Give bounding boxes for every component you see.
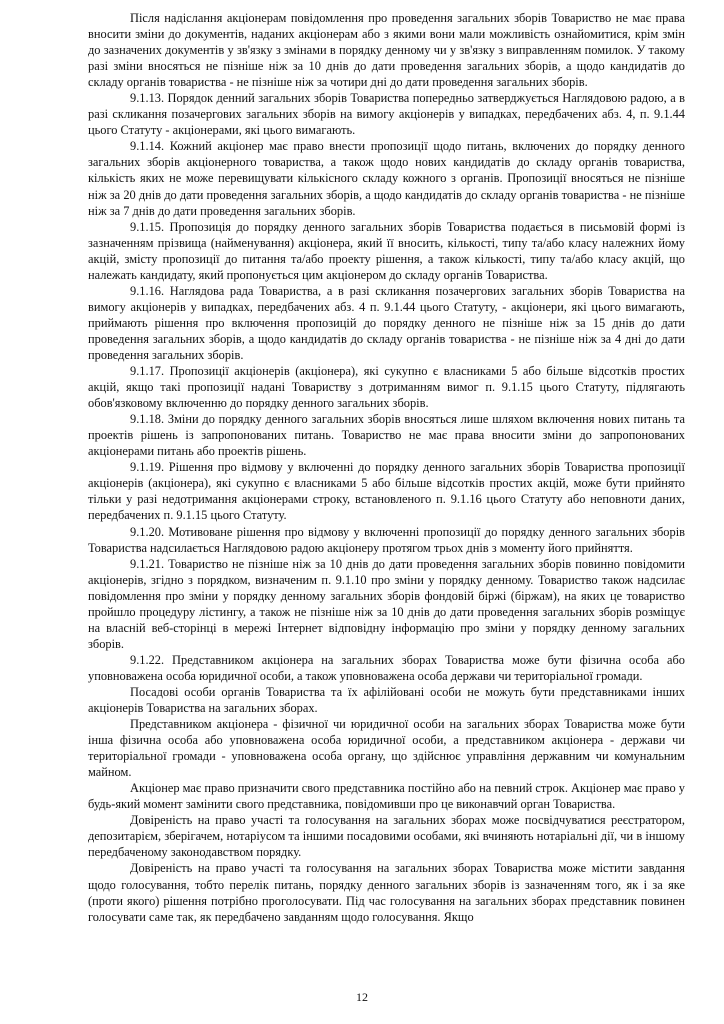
paragraph-voting-instructions: Довіреність на право участі та голосування на загальних зборах Товариства може містити завдання щодо голосування, тобто перелік питань, порядку денного загальних зборів із зазначенням того, як і за яке (проти якого) рішення потрібно проголосувати. Під час голосування на загальних зборах представник повинен голосувати саме так, як передбачено завданням щодо голосування. Якщо bbox=[88, 861, 685, 924]
page-number: 12 bbox=[356, 990, 368, 1004]
paragraph-9-1-17: 9.1.17. Пропозиції акціонерів (акціонера), які сукупно є власниками 5 або більше відсотків простих акцій, якщо такі пропозиції надані Товариству з дотриманням вимог п. 9.1.15 цього Статуту, підлягають обов'язковому включенню до порядку денного загальних зборів. bbox=[88, 364, 685, 411]
paragraph-9-1-21: 9.1.21. Товариство не пізніше ніж за 10 днів до дати проведення загальних зборів повинно повідомити акціонерів, згідно з порядком, визначеним п. 9.1.10 про зміни у порядку денному. Товариство також надсилає повідомлення про зміни у порядку денному загальних зборів фондовій біржі (біржам), на яких це товариство пройшло процедуру лістингу, а також не пізніше ніж за 10 днів до дати проведення загальних зборів розміщує на власній веб-сторінці в мережі Інтернет відповідну інформацію про зміни у порядку денному загальних зборів. bbox=[88, 556, 685, 651]
paragraph-appointment: Акціонер має право призначити свого представника постійно або на певний строк. Акціонер має право у будь-який момент замінити свого представника, повідомивши про це виконавчий орган Товариства. bbox=[88, 781, 685, 812]
paragraph-9-1-19: 9.1.19. Рішення про відмову у включенні до порядку денного загальних зборів Товариства пропозиції акціонерів (акціонера), які сукупно є власниками 5 або більше відсотків простих акцій, може бути прийнято тільки у разі недотримання акціонерами строку, встановленого п. 9.1.16 цього Статуту або неповноти даних, передбачених п. 9.1.15 цього Статуту. bbox=[88, 460, 685, 523]
paragraph-9-1-16: 9.1.16. Наглядова рада Товариства, а в разі скликання позачергових загальних зборів Товариства на вимогу акціонерів у випадках, передбачених абз. 4 п. 9.1.44 цього Статуту, - акціонери, які цього вимагають, приймають рішення про включення пропозицій до порядку денного не пізніше ніж за 15 днів до дати проведення загальних зборів, а щодо кандидатів до складу органів товариства - не пізніше ніж за 4 дні до дати проведення загальних зборів. bbox=[88, 283, 685, 362]
paragraph-intro: Після надіслання акціонерам повідомлення про проведення загальних зборів Товариство не має права вносити зміни до документів, наданих акціонерам або з якими вони мали можливість ознайомитися, крім змін до зазначених документів у зв'язку з змінами в порядку денному чи у зв'язку з виправленням помилок. У такому разі зміни вносяться не пізніше ніж за 10 днів до дати проведення загальних зборів, а щодо кандидатів до складу органів товариства - не пізніше ніж за чотири дні до дати проведення загальних зборів. bbox=[88, 11, 685, 90]
document-body bbox=[88, 10, 685, 925]
paragraph-representative: Представником акціонера - фізичної чи юридичної особи на загальних зборах Товариства може бути інша фізична особа або уповноважена особа юридичної особи, а представником акціонера - держави чи територіальної громади - уповноважена особа органу, що здійснює управління державним чи комунальним майном. bbox=[88, 717, 685, 780]
paragraph-9-1-15: 9.1.15. Пропозиція до порядку денного загальних зборів Товариства подається в письмовій формі із зазначенням прізвища (найменування) акціонера, який її вносить, кількості, типу та/або класу належних йому акцій, змісту пропозиції до питання та/або проекту рішення, а також кількості, типу та/або класу акцій, що належать кандидату, який пропонується цим акціонером до складу органів Товариства. bbox=[88, 219, 685, 282]
paragraph-9-1-14: 9.1.14. Кожний акціонер має право внести пропозиції щодо питань, включених до порядку денного загальних зборів акціонерного товариства, а також щодо нових кандидатів до складу органів товариства, кількість яких не може перевищувати кількісного складу кожного з органів. Пропозиції вносяться не пізніше ніж за 20 днів до дати проведення загальних зборів, а щодо кандидатів до складу органів товариства - не пізніше ніж за 7 днів до дати проведення загальних зборів. bbox=[88, 139, 685, 218]
paragraph-officials: Посадові особи органів Товариства та їх афілійовані особи не можуть бути представниками інших акціонерів Товариства на загальних зборах. bbox=[88, 684, 685, 716]
paragraph-9-1-20: 9.1.20. Мотивоване рішення про відмову у включенні пропозиції до порядку денного загальних зборів Товариства надсилається Наглядовою радою акціонеру протягом трьох днів з моменту його прийняття. bbox=[88, 524, 685, 555]
paragraph-9-1-13: 9.1.13. Порядок денний загальних зборів Товариства попередньо затверджується Наглядовою радою, а в разі скликання позачергових загальних зборів на вимогу акціонерів у випадках, передбачених абз. 4, п. 9.1.44 цього Статуту - акціонерами, які цього вимагають. bbox=[88, 91, 685, 138]
paragraph-9-1-22: 9.1.22. Представником акціонера на загальних зборах Товариства може бути фізична особа або уповноважена особа юридичної особи, а також уповноважена особа держави чи територіальної громади. bbox=[88, 652, 685, 683]
paragraph-power-of-attorney: Довіреність на право участі та голосування на загальних зборах може посвідчуватися реєстратором, депозитарієм, зберігачем, нотаріусом та іншими посадовими особами, які вчиняють нотаріальні дії, чи в іншому передбаченому законодавством порядку. bbox=[88, 813, 685, 860]
paragraph-9-1-18: 9.1.18. Зміни до порядку денного загальних зборів вносяться лише шляхом включення нових питань та проектів рішень із запропонованих питань. Товариство не має права вносити зміни до запропонованих акціонерами питань або проектів рішень. bbox=[88, 412, 685, 459]
